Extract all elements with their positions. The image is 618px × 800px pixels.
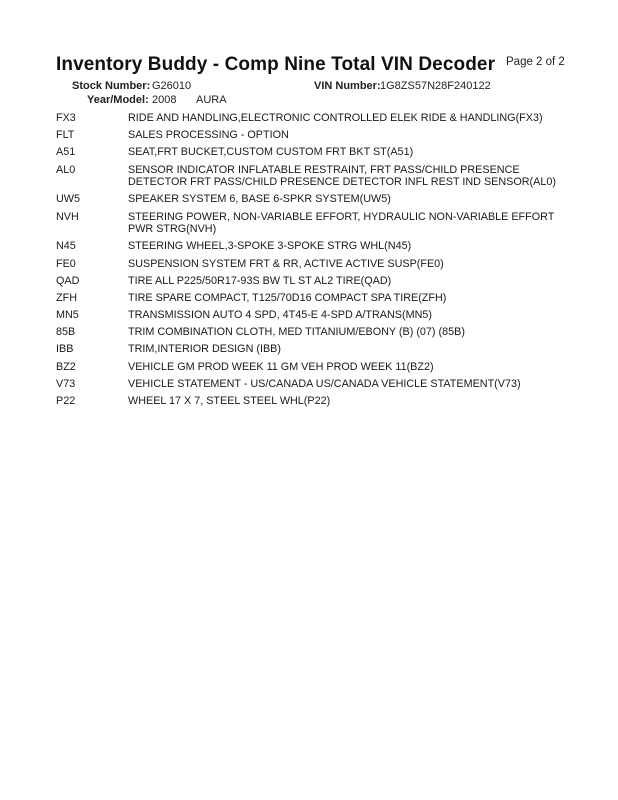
- option-code: IBB: [56, 343, 74, 356]
- year-value: 2008: [152, 94, 177, 106]
- option-code: N45: [56, 240, 76, 253]
- option-description: TRIM COMBINATION CLOTH, MED TITANIUM/EBONY (B) (07) (85B): [128, 326, 465, 339]
- option-row: [0, 291, 618, 308]
- option-description: VEHICLE STATEMENT - US/CANADA US/CANADA VEHICLE STATEMENT(V73): [128, 377, 521, 390]
- option-list: [0, 111, 618, 411]
- option-row: [0, 394, 618, 411]
- document-title: Inventory Buddy - Comp Nine Total VIN Decoder: [56, 54, 496, 75]
- option-description: TIRE ALL P225/50R17-93S BW TL ST AL2 TIRE(QAD): [128, 274, 392, 287]
- option-row: [0, 274, 618, 291]
- stock-number-value: G26010: [152, 80, 192, 92]
- option-code: MN5: [56, 309, 79, 322]
- option-row: [0, 128, 618, 145]
- option-code: A51: [56, 146, 76, 159]
- option-code: AL0: [56, 163, 76, 176]
- stock-number-label: Stock Number:: [72, 80, 151, 92]
- option-row: [0, 308, 618, 325]
- option-code: FLT: [56, 129, 75, 142]
- option-code: UW5: [56, 193, 80, 206]
- vin-number-label: VIN Number:: [314, 80, 381, 92]
- option-description: TRANSMISSION AUTO 4 SPD, 4T45-E 4-SPD A/TRANS(MN5): [128, 309, 432, 322]
- option-row: [0, 163, 618, 193]
- model-value: AURA: [196, 94, 227, 106]
- option-code: BZ2: [56, 360, 76, 373]
- option-description: VEHICLE GM PROD WEEK 11 GM VEH PROD WEEK 11(BZ2): [128, 360, 434, 373]
- option-code: P22: [56, 395, 76, 407]
- option-description: TIRE SPARE COMPACT, T125/70D16 COMPACT SPA TIRE(ZFH): [128, 291, 447, 304]
- option-row: [0, 377, 618, 394]
- option-description: STEERING WHEEL,3-SPOKE 3-SPOKE STRG WHL(N45): [128, 240, 412, 253]
- option-description: SPEAKER SYSTEM 6, BASE 6-SPKR SYSTEM(UW5): [128, 193, 391, 206]
- option-row: [0, 257, 618, 274]
- option-code: QAD: [56, 274, 80, 287]
- option-row: [0, 145, 618, 162]
- option-row: [0, 111, 618, 128]
- option-description: SEAT,FRT BUCKET,CUSTOM CUSTOM FRT BKT ST(A51): [128, 146, 414, 159]
- option-description: RIDE AND HANDLING,ELECTRONIC CONTROLLED ELEK RIDE & HANDLING(FX3): [128, 112, 543, 124]
- option-code: 85B: [56, 326, 76, 339]
- option-code: NVH: [56, 210, 79, 223]
- option-row: [0, 210, 618, 240]
- option-row: [0, 342, 618, 359]
- option-description: WHEEL 17 X 7, STEEL STEEL WHL(P22): [128, 395, 331, 407]
- option-description: STEERING POWER, NON-VARIABLE EFFORT, HYDRAULIC NON-VARIABLE EFFORT PWR STRG(NVH): [128, 210, 555, 236]
- option-row: [0, 360, 618, 377]
- option-description: SENSOR INDICATOR INFLATABLE RESTRAINT, FRT PASS/CHILD PRESENCE DETECTOR FRT PASS/CHILD PRESENCE DETECTOR INFL REST IND SENSOR(AL0): [128, 163, 556, 189]
- year-model-label: Year/Model:: [87, 94, 149, 106]
- option-code: ZFH: [56, 291, 77, 304]
- option-code: FX3: [56, 112, 76, 124]
- vin-number-value: 1G8ZS57N28F240122: [380, 80, 491, 92]
- page-indicator: Page 2 of 2: [506, 56, 565, 68]
- option-description: SALES PROCESSING - OPTION: [128, 129, 289, 142]
- option-description: SUSPENSION SYSTEM FRT & RR, ACTIVE ACTIVE SUSP(FE0): [128, 257, 444, 270]
- option-row: [0, 192, 618, 209]
- option-row: [0, 239, 618, 256]
- option-code: V73: [56, 377, 76, 390]
- option-row: [0, 325, 618, 342]
- option-description: TRIM,INTERIOR DESIGN (IBB): [128, 343, 281, 356]
- option-code: FE0: [56, 257, 76, 270]
